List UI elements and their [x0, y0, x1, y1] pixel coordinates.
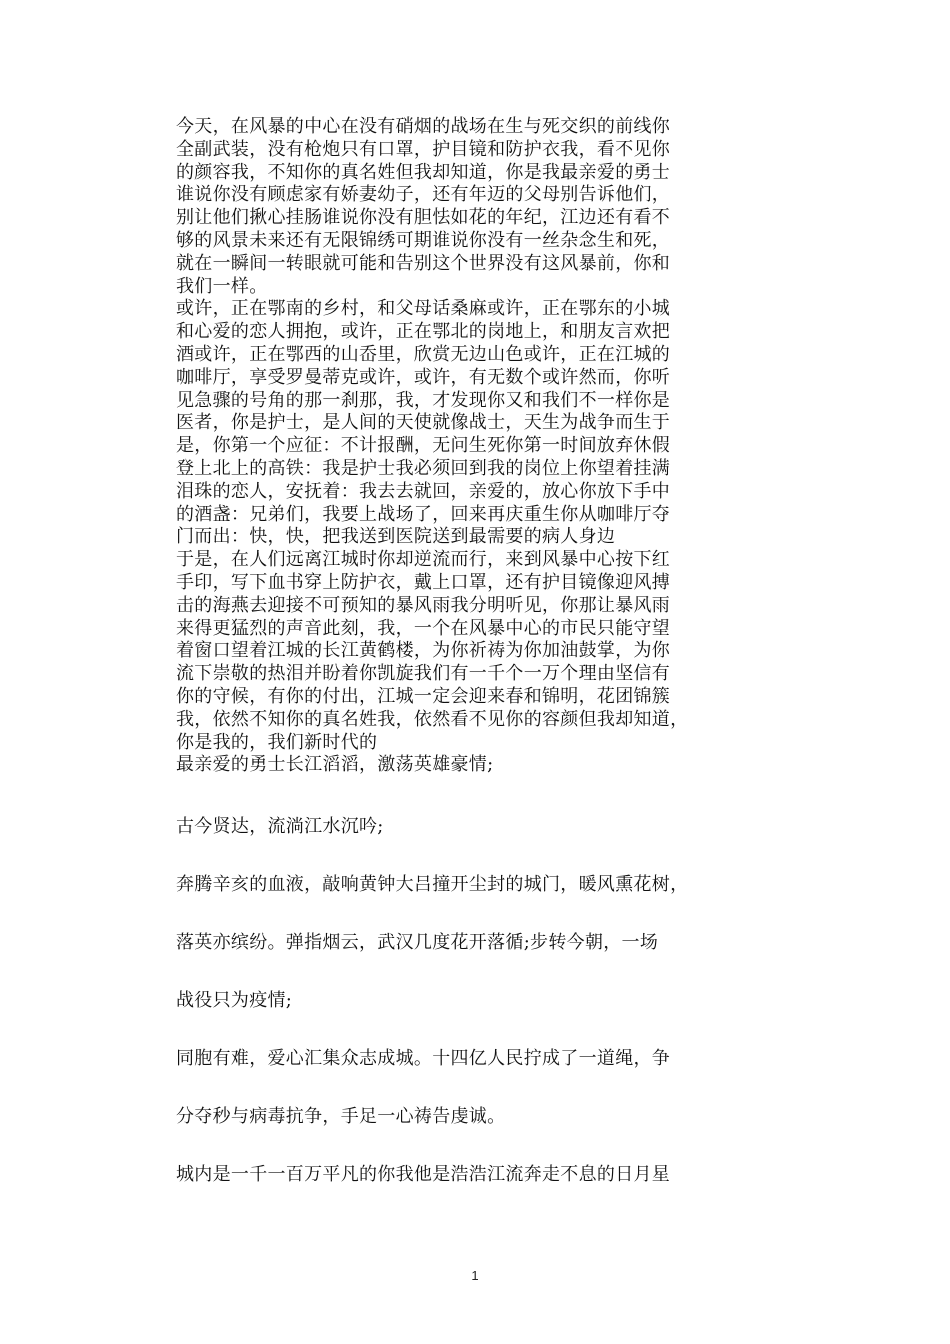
text-line: 是，你第一个应征：不计报酬，无问生死你第一时间放弃休假 — [176, 435, 671, 457]
text-line: 奔腾辛亥的血液，敲响黄钟大吕撞开尘封的城门，暖风熏花树， — [176, 874, 689, 895]
text-line: 着窗口望着江城的长江黄鹤楼，为你祈祷为你加油鼓掌，为你 — [176, 640, 671, 662]
text-line: 或许，正在鄂南的乡村，和父母话桑麻或许，正在鄂东的小城 — [176, 298, 671, 320]
text-line: 门而出：快，快，把我送到医院送到最需要的病人身边 — [176, 526, 616, 548]
text-line: 酒或许，正在鄂西的山岙里，欣赏无边山色或许，正在江城的 — [176, 343, 671, 365]
text-line: 全副武装，没有枪炮只有口罩，护目镜和防护衣我，看不见你 — [176, 138, 671, 160]
text-line: 你的守候，有你的付出，江城一定会迎来春和锦明，花团锦簇 — [176, 685, 671, 707]
text-line: 古今贤达，流淌江水沉吟; — [176, 816, 384, 837]
text-line: 和心爱的恋人拥抱，或许，正在鄂北的岗地上，和朋友言欢把 — [176, 321, 671, 343]
text-line: 今天，在风暴的中心在没有硝烟的战场在生与死交织的前线你 — [176, 116, 671, 137]
text-line: 咖啡厅，享受罗曼蒂克或许，或许，有无数个或许然而，你听 — [176, 366, 671, 388]
text-line: 最亲爱的勇士长江滔滔，激荡英雄豪情; — [176, 754, 494, 776]
text-line: 手印，写下血书穿上防护衣，戴上口罩，还有护目镜像迎风搏 — [176, 571, 671, 593]
text-line: 我们一样。 — [176, 275, 268, 297]
text-line: 于是，在人们远离江城时你却逆流而行，来到风暴中心按下红 — [176, 549, 671, 571]
text-line: 的酒盏：兄弟们，我要上战场了，回来再庆重生你从咖啡厅夺 — [176, 503, 671, 525]
text-line: 同胞有难，爱心汇集众志成城。十四亿人民拧成了一道绳，争 — [176, 1048, 671, 1069]
text-line: 流下崇敬的热泪并盼着你凯旋我们有一千个一万个理由坚信有 — [176, 663, 671, 685]
text-line: 分夺秒与病毒抗争，手足一心祷告虔诚。 — [176, 1106, 506, 1127]
text-line: 的颜容我，不知你的真名姓但我却知道，你是我最亲爱的勇士 — [176, 161, 671, 183]
text-line: 你是我的，我们新时代的 — [176, 731, 378, 753]
text-line: 泪珠的恋人，安抚着：我去去就回，亲爱的，放心你放下手中 — [176, 480, 671, 502]
text-line: 见急骤的号角的那一刹那，我，才发现你又和我们不一样你是 — [176, 389, 671, 411]
text-line: 谁说你没有顾虑家有娇妻幼子，还有年迈的父母别告诉他们， — [176, 184, 671, 206]
page-number: 1 — [471, 1268, 479, 1283]
text-line: 来得更猛烈的声音此刻，我，一个在风暴中心的市民只能守望 — [176, 617, 671, 639]
text-line: 够的风景未来还有无限锦绣可期谁说你没有一丝杂念生和死， — [176, 229, 671, 251]
text-line: 我，依然不知你的真名姓我，依然看不见你的容颜但我却知道， — [176, 708, 689, 730]
text-line: 医者，你是护士，是人间的天使就像战士，天生为战争而生于 — [176, 412, 671, 434]
body-text-dense — [176, 116, 716, 777]
text-line: 落英亦缤纷。弹指烟云，武汉几度花开落循;步转今朝，一场 — [176, 932, 659, 953]
text-line: 击的海燕去迎接不可预知的暴风雨我分明听见，你那让暴风雨 — [176, 594, 671, 616]
text-line: 战役只为疫情; — [176, 990, 293, 1011]
text-line: 登上北上的高铁：我是护士我必须回到我的岗位上你望着挂满 — [176, 457, 671, 479]
text-line: 就在一瞬间一转眼就可能和告别这个世界没有这风暴前，你和 — [176, 252, 671, 274]
text-line: 城内是一千一百万平凡的你我他是浩浩江流奔走不息的日月星 — [176, 1164, 671, 1185]
text-line: 别让他们揪心挂肠谁说你没有胆怯如花的年纪，江边还有看不 — [176, 207, 671, 229]
